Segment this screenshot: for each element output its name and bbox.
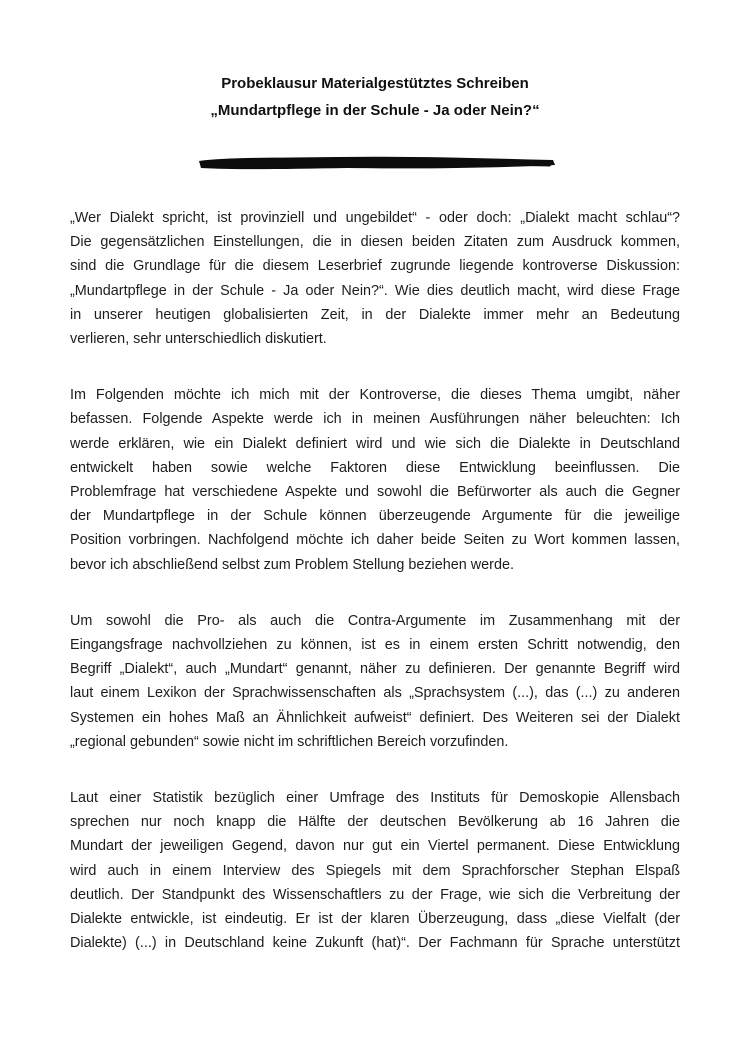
paragraph-line: Im Folgenden möchte ich mich mit der Kontroverse, die dieses Thema umgibt, näher — [70, 387, 680, 404]
paragraph-line: Dialekte) (...) in Deutschland keine Zukunft (hat)“. Der Fachmann für Sprache unterstützt — [70, 935, 680, 952]
body-paragraph — [70, 609, 680, 754]
paragraph-line: laut einem Lexikon der Sprachwissenschaften als „Sprachsystem (...), das (...) zu anderen — [70, 685, 680, 702]
document-body — [70, 206, 680, 987]
paragraph-line: werde erklären, wie ein Dialekt definiert wird und wie sich die Dialekte in Deutschland — [70, 435, 680, 452]
body-paragraph — [70, 383, 680, 577]
paragraph-line: der Mundartpflege in der Schule können überzeugende Argumente für die jeweilige — [70, 508, 680, 525]
paragraph-line: „Wer Dialekt spricht, ist provinziell und ungebildet“ - oder doch: „Dialekt macht schlau“? — [70, 210, 680, 226]
paragraph-line: Eingangsfrage nachvollziehen zu können, ist es in einem ersten Schritt notwendig, den — [70, 637, 680, 654]
paragraph-line: Mundart der jeweiligen Gegend, davon nur gut ein Viertel permanent. Diese Entwicklung — [70, 838, 680, 855]
paragraph-line: Position vorbringen. Nachfolgend möchte ich daher beide Seiten zu Wort kommen lassen, — [70, 532, 680, 549]
redacted-author-name — [197, 152, 557, 174]
paragraph-line: bevor ich abschließend selbst zum Problem Stellung beziehen werde. — [70, 556, 514, 573]
paragraph-line: Die gegensätzlichen Einstellungen, die in diesen beiden Zitaten zum Ausdruck kommen, — [70, 234, 680, 251]
document-subtitle: „Mundartpflege in der Schule - Ja oder Nein?“ — [210, 102, 540, 119]
body-paragraph — [70, 206, 680, 351]
paragraph-line: sind die Grundlage für die diesem Leserbrief zugrunde liegende kontroverse Diskussion: — [70, 258, 680, 275]
paragraph-line: Begriff „Dialekt“, auch „Mundart“ genannt, näher zu definieren. Der genannte Begriff wird — [70, 661, 680, 678]
paragraph-line: deutlich. Der Standpunkt des Wissenschaftlers zu der Frage, wie sich die Verbreitung der — [70, 886, 680, 903]
body-paragraph — [70, 786, 680, 955]
paragraph-line: Dialekte entwickle, ist eindeutig. Er ist der klaren Überzeugung, dass „diese Vielfalt (der — [70, 911, 680, 928]
paragraph-line: „regional gebunden“ sowie nicht im schriftlichen Bereich vorzufinden. — [70, 733, 509, 750]
paragraph-line: befassen. Folgende Aspekte werde ich in meinen Ausführungen näher beleuchten: Ich — [70, 411, 680, 428]
document-title-block — [0, 70, 750, 124]
paragraph-line: wird auch in einem Interview des Spiegels mit dem Sprachforscher Stephan Elspaß — [70, 862, 680, 879]
paragraph-line: Laut einer Statistik bezüglich einer Umfrage des Instituts für Demoskopie Allensbach — [70, 790, 680, 807]
paragraph-line: Um sowohl die Pro- als auch die Contra-Argumente im Zusammenhang mit der — [70, 612, 680, 629]
paragraph-line: in unserer heutigen globalisierten Zeit, in der Dialekte immer mehr an Bedeutung — [70, 306, 680, 323]
paragraph-line: Systemen ein hohes Maß an Ähnlichkeit aufweist“ definiert. Des Weiteren sei der Dialekt — [70, 709, 680, 726]
paragraph-line: entwickelt haben sowie welche Faktoren diese Entwicklung beeinflussen. Die — [70, 459, 680, 476]
paragraph-line: verlieren, sehr unterschiedlich diskutiert. — [70, 331, 327, 348]
paragraph-line: Problemfrage hat verschiedene Aspekte und sowohl die Befürworter als auch die Gegner — [70, 484, 680, 501]
paragraph-line: sprechen nur noch knapp die Hälfte der deutschen Bevölkerung ab 16 Jahren die — [70, 814, 680, 831]
document-title: Probeklausur Materialgestütztes Schreiben — [221, 75, 529, 92]
paragraph-line: „Mundartpflege in der Schule - Ja oder Nein?“. Wie dies deutlich macht, wird diese Frage — [70, 282, 680, 299]
redaction-marker-stroke — [197, 152, 557, 174]
